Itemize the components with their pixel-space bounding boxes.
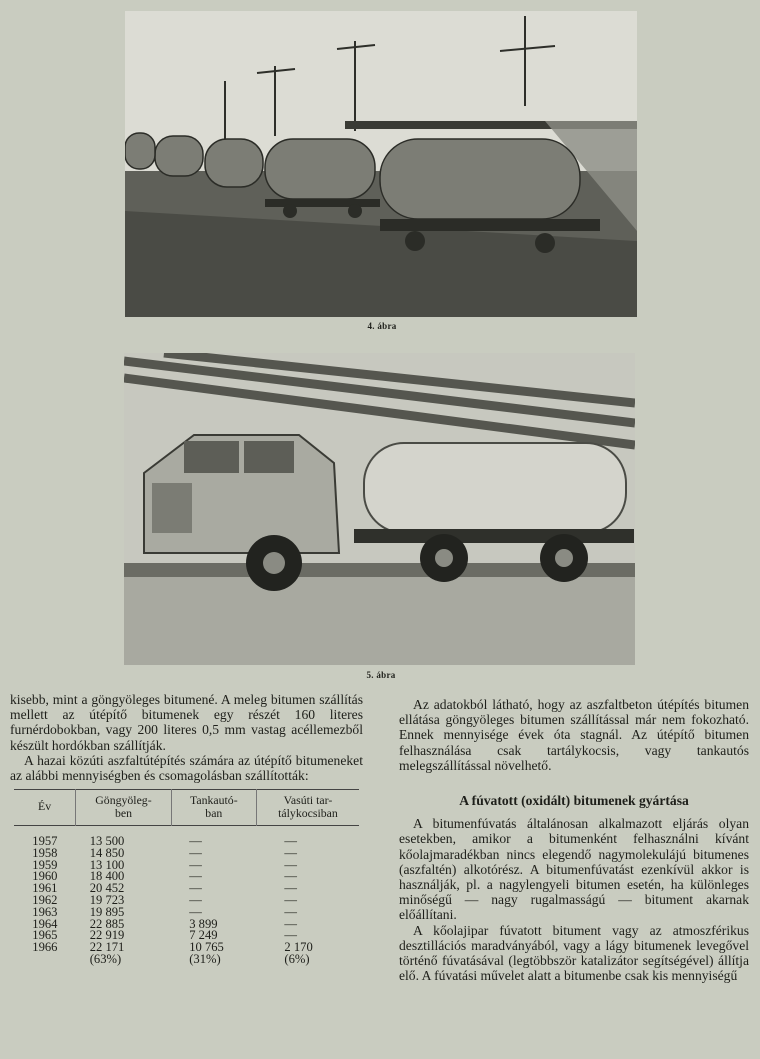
cell-year: 1964 (32, 916, 58, 931)
right-paragraph-2: A bitumenfúvatás általánosan alkalmazott eljárás olyan esetekben, amikor a bitumenként felhasználni kívánt kőolajmaradékban nincs elegendő nagymolekulájú bitumenes (aszfaltén) alkotórész. A bitumenfúvatást ezenkívül akkor is használják, pl. a nagylengyeli bitumen esetén, ha különleges minőségű — nagy rugalmasságú — bitument akarnak előállítani. (399, 816, 749, 923)
figure-4-caption: 4. ábra (367, 321, 397, 331)
cell-packaged: 18 400 (89, 869, 125, 884)
cell-year: 1962 (32, 893, 58, 908)
cell-rail-tank-car: — (284, 881, 298, 896)
cell-packaged: 19 895 (89, 904, 125, 919)
cell-tank-truck: 3 899 (189, 916, 218, 931)
table-row (14, 826, 359, 848)
table-header-row (14, 790, 359, 826)
figure-5-photo (124, 353, 635, 665)
cell-year: 1966 (32, 940, 58, 955)
cell-packaged: 13 500 (89, 834, 125, 849)
cell-rail-tank-car: — (284, 916, 298, 931)
cell-packaged: 22 171 (89, 940, 125, 955)
cell-year: 1957 (32, 834, 58, 849)
cell-year (14, 954, 76, 966)
cell-tank-truck: — (189, 869, 202, 884)
cell-rail-tank-car: — (284, 928, 298, 943)
left-paragraph-2: A hazai közúti aszfaltútépítés számára az útépítő bitumeneket az alábbi mennyiségben és csomagolásban szállították: (10, 752, 363, 784)
table-row (14, 860, 359, 872)
cell-tank-truck: 7 249 (189, 928, 218, 943)
figure-5-caption: 5. ábra (366, 670, 396, 680)
cell-rail-tank-car: — (284, 857, 298, 872)
table-row (14, 954, 359, 966)
header-rail-tank-car: Vasúti tar- tálykocsiban (256, 790, 359, 826)
cell-rail-tank-car: — (284, 845, 298, 860)
cell-year: 1963 (32, 904, 58, 919)
cell-tank-truck: 10 765 (189, 940, 224, 955)
table-row (14, 895, 359, 907)
section-heading: A fúvatott (oxidált) bitumenek gyártása (459, 793, 689, 809)
cell-packaged: 14 850 (89, 845, 125, 860)
table-row (14, 848, 359, 860)
cell-tank-truck: — (189, 904, 202, 919)
tanker-truck-illustration (124, 353, 635, 665)
header-tank-truck: Tankautó- ban (171, 790, 256, 826)
table-row (14, 907, 359, 919)
right-paragraph-3: A kőolajipar fúvatott bitument vagy az atmoszférikus desztillációs maradványából, vagy a lágy bitumenek levegővel történő fúvatásával (legtöbbször katalizátor segítségével) állítja elő. A fúvatási művelet alatt a bitumenbe csak kis mennyiségű (399, 922, 749, 984)
cell-tank-truck: — (189, 893, 202, 908)
cell-packaged: 13 100 (89, 857, 125, 872)
cell-packaged: 22 919 (89, 928, 125, 943)
header-year: Év (38, 799, 52, 814)
cell-tank-truck: — (189, 881, 202, 896)
cell-rail-tank-car: — (284, 834, 298, 849)
right-paragraph-1: Az adatokból látható, hogy az aszfaltbeton útépítés bitumen ellátása göngyöleges bitumen szállítással már nem fokozható. Ennek mennyisége évek óta stagnál. Az útépítő bitumen felhasználása csak tartálykocsis, vagy tankautós melegszállítással növelhető. (399, 697, 749, 773)
cell-rail-tank-car: — (284, 869, 298, 884)
cell-packaged: 20 452 (89, 881, 125, 896)
left-text-column (10, 692, 363, 966)
cell-packaged: (63%) (89, 952, 122, 966)
figure-4-photo (125, 11, 637, 317)
cell-tank-truck: (31%) (189, 952, 221, 966)
table-row (14, 871, 359, 883)
cell-rail-tank-car: — (284, 904, 298, 919)
cell-packaged: 22 885 (89, 916, 125, 931)
table-row (14, 919, 359, 931)
cell-year: 1959 (32, 857, 58, 872)
cell-tank-truck: — (189, 834, 202, 849)
table-row (14, 883, 359, 895)
left-paragraph-1: kisebb, mint a göngyöleges bitumené. A meleg bitumen szállítás mellett az útépítő bitumenek egy részét 160 literes furnérdobokban, vagy 200 literes 0,5 mm vastag acéllemezből készült hordókban szállítják. (10, 692, 363, 753)
cell-year: 1960 (32, 869, 58, 884)
cell-tank-truck: — (189, 845, 202, 860)
bitumen-shipments-table (14, 789, 359, 966)
rail-tank-cars-illustration (125, 11, 637, 317)
cell-year: 1965 (32, 928, 58, 943)
header-packaged: Göngyöleg- ben (76, 790, 172, 826)
cell-rail-tank-car: (6%) (284, 952, 310, 966)
cell-rail-tank-car: 2 170 (284, 940, 313, 955)
cell-tank-truck: — (189, 857, 202, 872)
cell-year: 1958 (32, 845, 58, 860)
cell-rail-tank-car: — (284, 893, 298, 908)
cell-packaged: 19 723 (89, 893, 125, 908)
right-text-column (399, 697, 749, 983)
cell-year: 1961 (32, 881, 58, 896)
